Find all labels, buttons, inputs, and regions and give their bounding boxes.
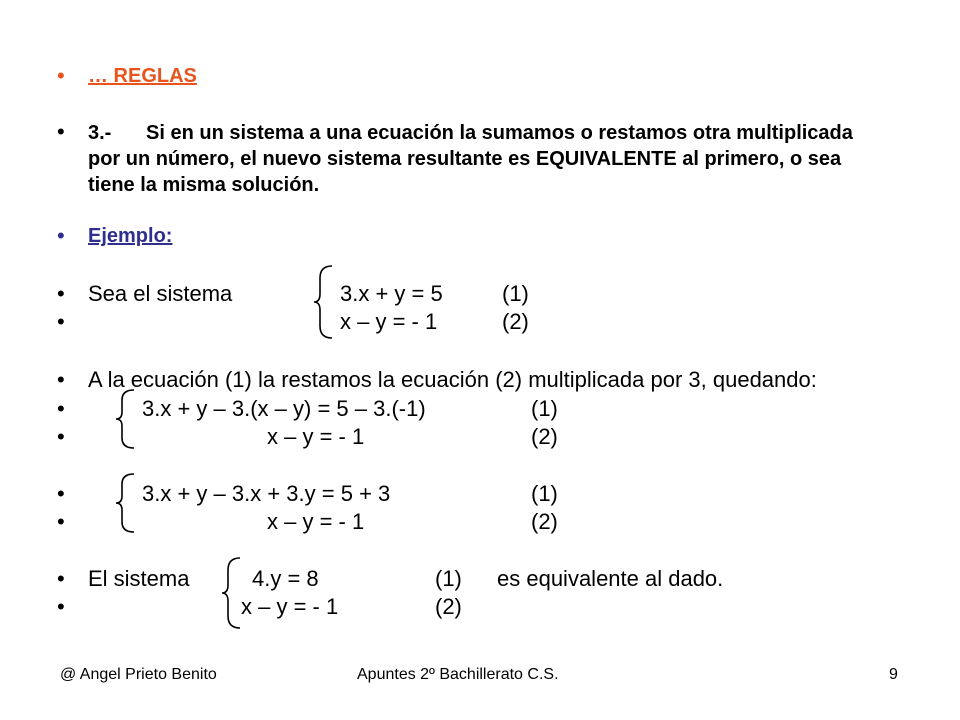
bullet: • xyxy=(57,424,65,449)
system4-eq2-tag: (2) xyxy=(435,594,462,619)
bullet: • xyxy=(57,63,65,88)
system2-eq1-tag: (1) xyxy=(531,396,558,421)
system4-eq1-tag: (1) xyxy=(435,566,462,591)
system4-eq1: 4.y = 8 xyxy=(252,566,319,591)
footer-page-number: 9 xyxy=(889,666,898,683)
example-label: Ejemplo: xyxy=(88,225,173,247)
system4-intro: El sistema xyxy=(88,566,190,591)
bullet: • xyxy=(57,566,65,591)
system2-brace xyxy=(114,388,136,450)
footer-course: Apuntes 2º Bachillerato C.S. xyxy=(357,666,559,683)
step-text: A la ecuación (1) la restamos la ecuación (2) multiplicada por 3, quedando: xyxy=(88,367,817,392)
system3-eq1-tag: (1) xyxy=(531,481,558,506)
system4-eq2: x – y = - 1 xyxy=(241,594,339,619)
heading: … REGLAS xyxy=(88,65,197,87)
system4-note: es equivalente al dado. xyxy=(497,566,724,591)
system1-brace xyxy=(312,264,334,340)
system1-eq1: 3.x + y = 5 xyxy=(340,281,443,306)
system1-eq1-tag: (1) xyxy=(502,281,529,306)
bullet: • xyxy=(57,509,65,534)
system1-intro: Sea el sistema xyxy=(88,281,233,306)
bullet: • xyxy=(57,223,65,248)
footer-author: @ Angel Prieto Benito xyxy=(60,666,217,683)
system3-brace xyxy=(114,472,136,534)
bullet: • xyxy=(57,309,65,334)
system2-eq2-tag: (2) xyxy=(531,424,558,449)
system2-eq2: x – y = - 1 xyxy=(267,424,365,449)
bullet: • xyxy=(57,396,65,421)
system4-brace xyxy=(220,556,242,630)
rule-text: Si en un sistema a una ecuación la sumamos o restamos otra multiplicada por un número, el nuevo sistema resultante es EQUIVALENTE al primero, o sea tiene la misma solución. xyxy=(88,122,853,196)
system3-eq1: 3.x + y – 3.x + 3.y = 5 + 3 xyxy=(142,481,391,506)
system3-eq2: x – y = - 1 xyxy=(267,509,365,534)
bullet: • xyxy=(57,367,65,392)
system2-eq1: 3.x + y – 3.(x – y) = 5 – 3.(-1) xyxy=(142,396,426,421)
system1-eq2-tag: (2) xyxy=(502,309,529,334)
bullet: • xyxy=(57,119,65,144)
bullet: • xyxy=(57,594,65,619)
bullet: • xyxy=(57,481,65,506)
rule-paragraph xyxy=(88,120,888,198)
system3-eq2-tag: (2) xyxy=(531,509,558,534)
system1-eq2: x – y = - 1 xyxy=(340,309,438,334)
rule-number: 3.- xyxy=(88,122,112,144)
bullet: • xyxy=(57,281,65,306)
